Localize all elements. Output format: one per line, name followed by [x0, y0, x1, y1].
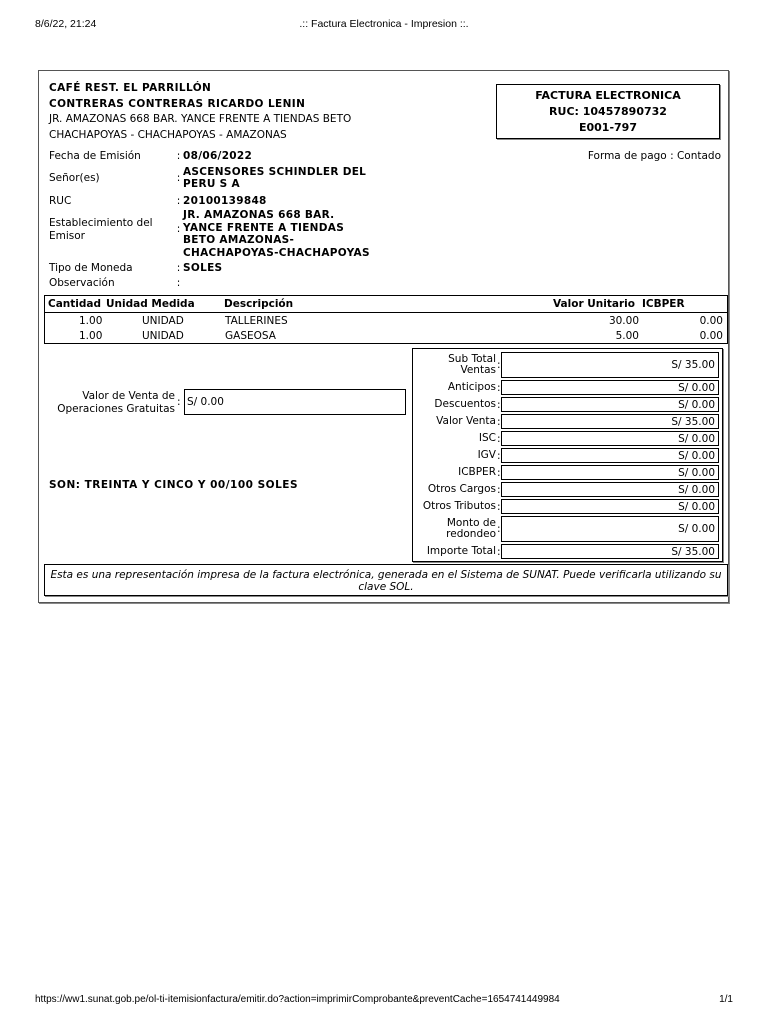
total-row-igv: IGV : S/ 0.00 — [413, 448, 724, 463]
company-name: CAFÉ REST. EL PARRILLÓN — [49, 82, 212, 94]
total-row-isc: ISC : S/ 0.00 — [413, 431, 724, 446]
customer-info — [49, 150, 721, 289]
info-row-observacion: Observación : — [49, 277, 181, 289]
amount-in-words: SON: TREINTA Y CINCO Y 00/100 SOLES — [49, 479, 299, 491]
print-url: https://ww1.sunat.gob.pe/ol-ti-itemisionfactura/emitir.do?action=imprimirComprobante&preventCache=1654741449984 — [35, 994, 560, 1005]
senor-value-line-2: PERU S A — [183, 178, 240, 190]
document-ruc: RUC: 10457890732 — [549, 105, 667, 118]
print-datetime: 8/6/22, 21:24 — [35, 18, 97, 30]
valor-venta-value: S/ 35.00 — [501, 414, 719, 429]
totals-box — [412, 348, 723, 562]
estab-value-line-3: BETO AMAZONAS- — [183, 234, 295, 246]
icbper-cell: 0.00 — [699, 330, 723, 342]
sunat-note: Esta es una representación impresa de la factura electrónica, generada en el Sistema de SUNAT. Puede verificarla utilizando su clave SOL. — [44, 564, 728, 596]
gratuitas-value: S/ 0.00 — [184, 389, 406, 415]
senor-label: Señor(es) — [49, 172, 100, 184]
total-row-redondeo: Monto de redondeo : S/ 0.00 — [413, 516, 724, 542]
table-row — [45, 313, 727, 328]
fecha-value: 08/06/2022 — [183, 150, 253, 162]
icbper-value: S/ 0.00 — [501, 465, 719, 480]
estab-value-line-4: CHACHAPOYAS-CHACHAPOYAS — [183, 246, 370, 259]
table-row — [45, 328, 727, 343]
senor-value-line-1: ASCENSORES SCHINDLER DEL — [183, 166, 367, 178]
otros-cargos-value: S/ 0.00 — [501, 482, 719, 497]
descripcion-cell: TALLERINES — [225, 315, 288, 327]
estab-label-line-2: Emisor — [49, 229, 85, 242]
estab-value-line-1: JR. AMAZONAS 668 BAR. — [183, 209, 335, 221]
print-title: .:: Factura Electronica - Impresion ::. — [299, 18, 469, 30]
fecha-label: Fecha de Emisión — [49, 150, 141, 162]
info-row-ruc: RUC : 20100139848 — [49, 195, 267, 207]
document-id-box — [496, 84, 720, 139]
total-row-otros-cargos: Otros Cargos : S/ 0.00 — [413, 482, 724, 497]
info-row-senor: Señor(es) : ASCENSORES SCHINDLER DEL PERU S A — [49, 166, 721, 193]
col-unidad: Unidad Medida — [106, 298, 195, 310]
total-row-otros-tributos: Otros Tributos : S/ 0.00 — [413, 499, 724, 514]
col-descripcion: Descripción — [224, 298, 294, 310]
total-row-icbper: ICBPER : S/ 0.00 — [413, 465, 724, 480]
unidad-cell: UNIDAD — [142, 330, 184, 342]
unidad-cell: UNIDAD — [142, 315, 184, 327]
print-footer — [35, 994, 733, 1008]
valor-cell: 30.00 — [608, 315, 639, 327]
gratuitas-label: Valor de Venta de Operaciones Gratuitas — [57, 390, 175, 415]
ruc-label: RUC — [49, 195, 72, 207]
descuentos-value: S/ 0.00 — [501, 397, 719, 412]
company-owner: CONTRERAS CONTRERAS RICARDO LENIN — [49, 97, 306, 110]
info-row-moneda: Tipo de Moneda : SOLES — [49, 262, 223, 274]
info-row-fecha: Fecha de Emisión : 08/06/2022 Forma de pago : Contado — [49, 150, 721, 166]
moneda-value: SOLES — [183, 262, 223, 274]
total-row-valor-venta: Valor Venta : S/ 35.00 — [413, 414, 724, 429]
col-valor-unitario: Valor Unitario — [553, 298, 635, 310]
redondeo-value: S/ 0.00 — [501, 516, 719, 542]
icbper-cell: 0.00 — [699, 315, 723, 327]
anticipos-value: S/ 0.00 — [501, 380, 719, 395]
cantidad-cell: 1.00 — [79, 315, 103, 327]
estab-label-line-1: Establecimiento del — [49, 217, 153, 229]
print-header — [35, 18, 733, 32]
otros-tributos-value: S/ 0.00 — [501, 499, 719, 514]
ruc-value: 20100139848 — [183, 195, 267, 207]
total-row-anticipos: Anticipos : S/ 0.00 — [413, 380, 724, 395]
valor-cell: 5.00 — [615, 330, 639, 342]
info-row-establecimiento: Establecimiento del Emisor : JR. AMAZONAS 668 BAR. YANCE FRENTE A TIENDAS BETO AMAZONAS- CHACHAPOYAS-CHACHAPOYAS — [49, 209, 370, 259]
items-table-header — [45, 296, 727, 313]
subtotal-value: S/ 35.00 — [501, 352, 719, 378]
importe-total-value: S/ 35.00 — [501, 544, 719, 559]
company-block — [49, 81, 489, 143]
company-address-2: CHACHAPOYAS - CHACHAPOYAS - AMAZONAS — [49, 128, 287, 141]
col-icbper: ICBPER — [642, 298, 685, 310]
cantidad-cell: 1.00 — [79, 330, 103, 342]
forma-pago: Forma de pago : Contado — [587, 150, 721, 162]
total-row-subtotal: Sub Total Ventas : S/ 35.00 — [413, 352, 724, 378]
estab-value-line-2: YANCE FRENTE A TIENDAS — [183, 221, 345, 234]
observacion-label: Observación — [49, 277, 115, 289]
document-type: FACTURA ELECTRONICA — [535, 89, 681, 102]
moneda-label: Tipo de Moneda — [49, 262, 133, 274]
isc-value: S/ 0.00 — [501, 431, 719, 446]
total-row-importe-total: Importe Total : S/ 35.00 — [413, 544, 724, 559]
page-number: 1/1 — [719, 994, 733, 1005]
descripcion-cell: GASEOSA — [225, 330, 276, 342]
col-cantidad: Cantidad — [48, 298, 102, 310]
document-number: E001-797 — [578, 121, 637, 134]
total-row-descuentos: Descuentos : S/ 0.00 — [413, 397, 724, 412]
invoice: CAFÉ REST. EL PARRILLÓN CONTRERAS CONTRERAS RICARDO LENIN JR. AMAZONAS 668 BAR. YANCE FRENTE A TIENDAS BETO CHACHAPOYAS - CHACHAPOYAS - AMAZONAS FACTURA ELECTRONICA RUC: 10457890732 E001-797 Fecha de Emisión : 08/06/2022 Forma de pago : Contado Señor(es) : ASCENSORES SCHINDLER DEL PERU S A RUC : 20100139848 Establecimiento del Emisor : JR. AMAZONAS 668 BAR. YANCE FRENTE A TIENDAS BETO AMAZONAS- CHACHAPOYAS-CHACHAPOYAS Tipo de Moneda : SOLES Observación : Cantidad Unidad Medida Descripción Valor Unitario ICBPER 1.00 UNIDAD TALLERINES 30.00 0.00 1.00 UNIDAD GASEOSA 5.00 0.00 Valor de Venta de Operaciones Gratuitas : S/ 0.00 SON: TREINTA Y CINCO Y 00/100 SOLES Sub Total Ventas : S/ 35.00 Anticipos : S/ 0.00 Descuentos : S/ 0.00 Valor Venta : S/ 35.00 ISC : S/ 0.00 IGV : S/ 0.00 ICBPER : S/ 0.00 Otros Cargos : S/ 0.00 Otros Tributos : S/ 0.00 Monto de redondeo : S/ 0.00 Importe Total : S/ 35.00 Esta es una representación impresa de la factura electrónica, generada en el Sistema de SUNAT. Puede verificarla utilizando su clave SOL. — [38, 70, 729, 603]
items-table — [44, 295, 728, 344]
company-address-1: JR. AMAZONAS 668 BAR. YANCE FRENTE A TIENDAS BETO — [49, 113, 352, 125]
igv-value: S/ 0.00 — [501, 448, 719, 463]
